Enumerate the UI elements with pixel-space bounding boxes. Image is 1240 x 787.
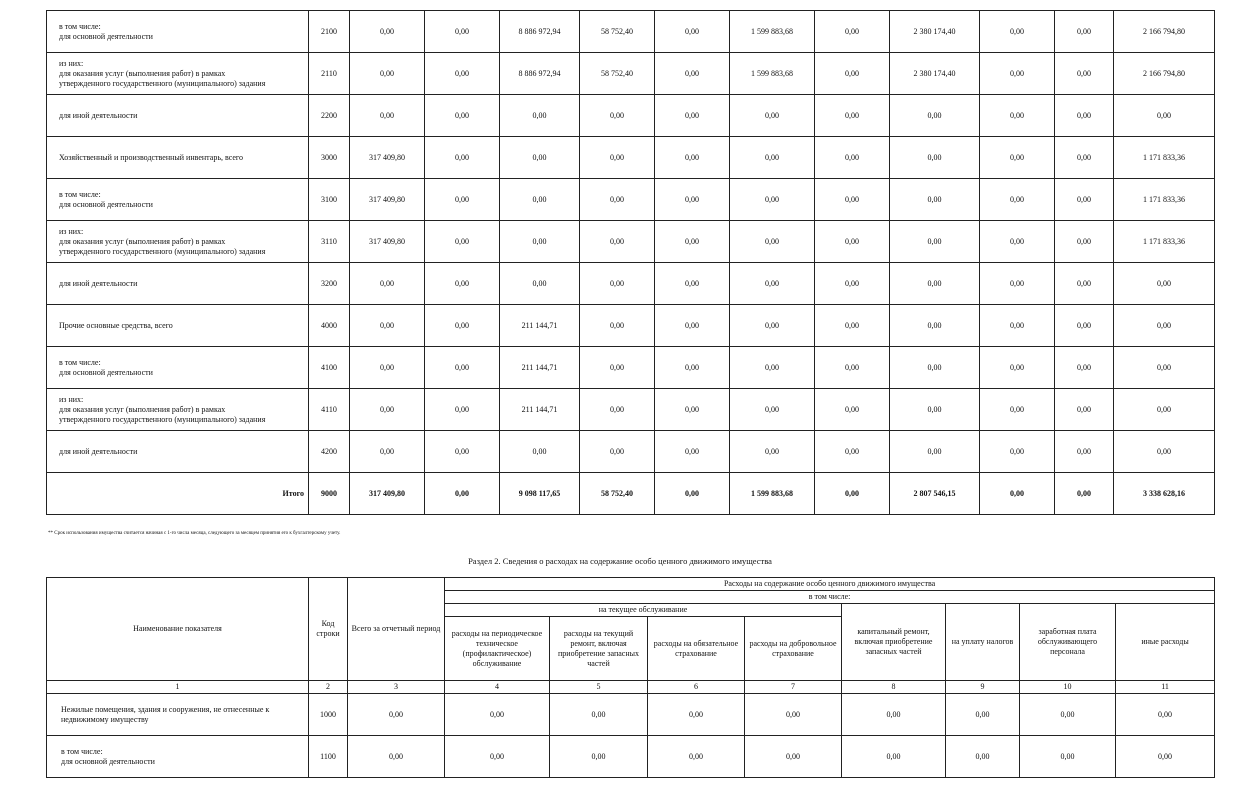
row-value: 0,00	[946, 736, 1020, 778]
row-value: 0,00	[1055, 305, 1114, 347]
column-number: 11	[1116, 681, 1215, 694]
row-name: из них: для оказания услуг (выполнения работ) в рамках утвержденного государственного (муниципального) задания	[47, 53, 309, 95]
total-value: 9 098 117,65	[500, 473, 580, 515]
column-number: 9	[946, 681, 1020, 694]
row-value: 0,00	[655, 263, 730, 305]
table-row	[47, 263, 1215, 305]
total-value: 317 409,80	[350, 473, 425, 515]
row-value: 0,00	[730, 431, 815, 473]
row-value: 317 409,80	[350, 137, 425, 179]
footnote: ** Срок использования имущества считается начиная с 1-го числа месяца, следующего за месяцем принятия его к бухгалтерскому учету.	[48, 531, 341, 536]
row-value: 0,00	[655, 95, 730, 137]
row-name: в том числе: для основной деятельности	[47, 347, 309, 389]
total-value: 1 599 883,68	[730, 473, 815, 515]
row-value: 2 166 794,80	[1114, 11, 1215, 53]
row-value: 0,00	[1055, 137, 1114, 179]
row-value: 0,00	[980, 263, 1055, 305]
row-value: 0,00	[350, 389, 425, 431]
row-value: 0,00	[425, 305, 500, 347]
column-number: 6	[648, 681, 745, 694]
row-value: 8 886 972,94	[500, 11, 580, 53]
row-value: 0,00	[1055, 179, 1114, 221]
total-value: 0,00	[655, 473, 730, 515]
row-value: 0,00	[580, 389, 655, 431]
row-name: в том числе: для основной деятельности	[47, 179, 309, 221]
row-value: 0,00	[1116, 736, 1215, 778]
row-value: 0,00	[350, 347, 425, 389]
row-value: 1 599 883,68	[730, 53, 815, 95]
row-value: 0,00	[425, 431, 500, 473]
column-number: 3	[348, 681, 445, 694]
row-value: 1 171 833,36	[1114, 137, 1215, 179]
total-row	[47, 473, 1215, 515]
row-value: 2 380 174,40	[890, 53, 980, 95]
row-value: 0,00	[1114, 347, 1215, 389]
row-value: 0,00	[648, 736, 745, 778]
row-value: 0,00	[890, 263, 980, 305]
row-value: 58 752,40	[580, 11, 655, 53]
row-value: 0,00	[745, 736, 842, 778]
header-c8: капитальный ремонт, включая приобретение запасных частей	[842, 604, 946, 681]
expenses-table	[46, 577, 1215, 778]
row-value: 0,00	[580, 95, 655, 137]
header-c7: расходы на добровольное страхование	[745, 617, 842, 681]
row-name: в том числе: для основной деятельности	[47, 736, 309, 778]
row-value: 0,00	[350, 263, 425, 305]
row-value: 0,00	[655, 179, 730, 221]
row-value: 0,00	[1055, 11, 1114, 53]
row-value: 0,00	[815, 11, 890, 53]
header-expenses-group: Расходы на содержание особо ценного движимого имущества	[445, 578, 1215, 591]
row-value: 0,00	[500, 431, 580, 473]
row-value: 0,00	[425, 53, 500, 95]
row-value: 0,00	[730, 137, 815, 179]
row-value: 0,00	[425, 179, 500, 221]
row-value: 0,00	[500, 221, 580, 263]
header-total: Всего за отчетный период	[348, 578, 445, 681]
row-value: 0,00	[730, 305, 815, 347]
row-value: 0,00	[350, 95, 425, 137]
row-value: 0,00	[425, 389, 500, 431]
row-value: 0,00	[980, 95, 1055, 137]
column-number: 4	[445, 681, 550, 694]
header-c5: расходы на текущий ремонт, включая приобретение запасных частей	[550, 617, 648, 681]
row-value: 0,00	[550, 736, 648, 778]
row-value: 0,00	[500, 137, 580, 179]
row-value: 0,00	[890, 179, 980, 221]
column-number: 2	[309, 681, 348, 694]
table-row	[47, 431, 1215, 473]
row-value: 0,00	[815, 347, 890, 389]
row-value: 0,00	[730, 221, 815, 263]
row-value: 0,00	[1114, 95, 1215, 137]
row-value: 0,00	[655, 431, 730, 473]
row-value: 0,00	[500, 95, 580, 137]
row-value: 0,00	[425, 263, 500, 305]
row-value: 0,00	[980, 389, 1055, 431]
row-value: 0,00	[1055, 263, 1114, 305]
row-value: 0,00	[890, 95, 980, 137]
header-c9: на уплату налогов	[946, 604, 1020, 681]
section-2-title: Раздел 2. Сведения о расходах на содержание особо ценного движимого имущества	[468, 556, 772, 566]
row-value: 0,00	[815, 221, 890, 263]
row-value: 0,00	[350, 431, 425, 473]
row-code: 3100	[309, 179, 350, 221]
row-value: 0,00	[580, 431, 655, 473]
column-number: 5	[550, 681, 648, 694]
row-value: 1 171 833,36	[1114, 221, 1215, 263]
row-value: 0,00	[1055, 221, 1114, 263]
row-value: 0,00	[350, 11, 425, 53]
header-current-service: на текущее обслуживание	[445, 604, 842, 617]
row-value: 0,00	[580, 137, 655, 179]
property-table	[46, 10, 1215, 515]
row-value: 1 171 833,36	[1114, 179, 1215, 221]
row-value: 0,00	[980, 137, 1055, 179]
row-value: 0,00	[730, 95, 815, 137]
row-code: 2110	[309, 53, 350, 95]
row-value: 0,00	[655, 305, 730, 347]
header-c11: иные расходы	[1116, 604, 1215, 681]
row-value: 317 409,80	[350, 221, 425, 263]
row-value: 0,00	[730, 389, 815, 431]
row-value: 0,00	[445, 736, 550, 778]
row-value: 0,00	[500, 179, 580, 221]
row-value: 0,00	[890, 305, 980, 347]
row-code: 3000	[309, 137, 350, 179]
total-value: 58 752,40	[580, 473, 655, 515]
row-name: для иной деятельности	[47, 431, 309, 473]
row-value: 0,00	[890, 221, 980, 263]
row-value: 0,00	[350, 53, 425, 95]
row-value: 0,00	[842, 736, 946, 778]
row-value: 0,00	[980, 347, 1055, 389]
total-value: 0,00	[1055, 473, 1114, 515]
row-value: 0,00	[1116, 694, 1215, 736]
row-code: 4200	[309, 431, 350, 473]
row-value: 0,00	[425, 137, 500, 179]
row-value: 0,00	[580, 221, 655, 263]
table-row	[47, 11, 1215, 53]
row-value: 0,00	[425, 11, 500, 53]
row-value: 0,00	[815, 179, 890, 221]
row-code: 1100	[309, 736, 348, 778]
column-number: 10	[1020, 681, 1116, 694]
row-value: 0,00	[980, 179, 1055, 221]
row-value: 1 599 883,68	[730, 11, 815, 53]
row-value: 0,00	[425, 221, 500, 263]
header-including: в том числе:	[445, 591, 1215, 604]
table-row	[47, 347, 1215, 389]
row-value: 0,00	[730, 347, 815, 389]
table-row	[47, 137, 1215, 179]
row-value: 0,00	[1020, 694, 1116, 736]
header-c4: расходы на периодическое техническое (профилактическое) обслуживание	[445, 617, 550, 681]
row-value: 0,00	[655, 221, 730, 263]
row-value: 2 166 794,80	[1114, 53, 1215, 95]
row-value: 0,00	[815, 53, 890, 95]
row-value: 0,00	[890, 137, 980, 179]
row-value: 0,00	[1020, 736, 1116, 778]
table-row	[47, 221, 1215, 263]
total-value: 0,00	[815, 473, 890, 515]
table-row	[47, 305, 1215, 347]
row-value: 8 886 972,94	[500, 53, 580, 95]
row-value: 0,00	[815, 95, 890, 137]
total-value: 2 807 546,15	[890, 473, 980, 515]
row-value: 0,00	[1055, 347, 1114, 389]
row-value: 0,00	[1055, 53, 1114, 95]
row-code: 4000	[309, 305, 350, 347]
row-value: 0,00	[730, 179, 815, 221]
row-value: 0,00	[580, 347, 655, 389]
row-code: 3110	[309, 221, 350, 263]
column-number: 1	[47, 681, 309, 694]
row-value: 0,00	[580, 179, 655, 221]
row-value: 0,00	[580, 305, 655, 347]
row-value: 0,00	[730, 263, 815, 305]
row-value: 0,00	[980, 53, 1055, 95]
row-name: Хозяйственный и производственный инвентарь, всего	[47, 137, 309, 179]
table-row	[47, 694, 1215, 736]
row-value: 0,00	[815, 389, 890, 431]
row-value: 0,00	[348, 694, 445, 736]
row-value: 0,00	[1055, 389, 1114, 431]
row-value: 0,00	[580, 263, 655, 305]
row-name: Прочие основные средства, всего	[47, 305, 309, 347]
row-value: 0,00	[1055, 95, 1114, 137]
column-number: 8	[842, 681, 946, 694]
row-value: 211 144,71	[500, 389, 580, 431]
table-row	[47, 389, 1215, 431]
row-value: 0,00	[655, 11, 730, 53]
row-value: 58 752,40	[580, 53, 655, 95]
header-code: Код строки	[309, 578, 348, 681]
total-value: 0,00	[980, 473, 1055, 515]
row-value: 0,00	[655, 389, 730, 431]
row-value: 0,00	[842, 694, 946, 736]
row-name: Нежилые помещения, здания и сооружения, не отнесенные к недвижимому имуществу	[47, 694, 309, 736]
row-value: 0,00	[745, 694, 842, 736]
total-value: 0,00	[425, 473, 500, 515]
header-name: Наименование показателя	[47, 578, 309, 681]
row-value: 211 144,71	[500, 305, 580, 347]
row-name: из них: для оказания услуг (выполнения работ) в рамках утвержденного государственного (муниципального) задания	[47, 221, 309, 263]
row-value: 0,00	[980, 431, 1055, 473]
row-name: в том числе: для основной деятельности	[47, 11, 309, 53]
row-code: 4100	[309, 347, 350, 389]
total-label: Итого	[47, 473, 309, 515]
header-c10: заработная плата обслуживающего персонала	[1020, 604, 1116, 681]
row-value: 317 409,80	[350, 179, 425, 221]
row-code: 2200	[309, 95, 350, 137]
row-value: 0,00	[348, 736, 445, 778]
row-name: из них: для оказания услуг (выполнения работ) в рамках утвержденного государственного (муниципального) задания	[47, 389, 309, 431]
row-value: 0,00	[815, 305, 890, 347]
row-value: 0,00	[425, 95, 500, 137]
total-value: 3 338 628,16	[1114, 473, 1215, 515]
row-value: 0,00	[425, 347, 500, 389]
row-value: 0,00	[1114, 305, 1215, 347]
row-value: 2 380 174,40	[890, 11, 980, 53]
row-value: 0,00	[946, 694, 1020, 736]
row-value: 0,00	[980, 305, 1055, 347]
table-row	[47, 736, 1215, 778]
row-code: 4110	[309, 389, 350, 431]
row-value: 0,00	[550, 694, 648, 736]
row-code: 3200	[309, 263, 350, 305]
row-value: 0,00	[1055, 431, 1114, 473]
row-value: 0,00	[648, 694, 745, 736]
table-row	[47, 95, 1215, 137]
table-row	[47, 53, 1215, 95]
row-value: 0,00	[1114, 389, 1215, 431]
row-value: 0,00	[655, 347, 730, 389]
total-code: 9000	[309, 473, 350, 515]
row-value: 0,00	[890, 347, 980, 389]
row-value: 211 144,71	[500, 347, 580, 389]
column-number: 7	[745, 681, 842, 694]
row-value: 0,00	[890, 431, 980, 473]
row-code: 2100	[309, 11, 350, 53]
row-value: 0,00	[890, 389, 980, 431]
header-c6: расходы на обязательное страхование	[648, 617, 745, 681]
row-value: 0,00	[1114, 263, 1215, 305]
row-value: 0,00	[1114, 431, 1215, 473]
row-value: 0,00	[980, 221, 1055, 263]
row-value: 0,00	[815, 137, 890, 179]
table-row	[47, 179, 1215, 221]
row-value: 0,00	[655, 53, 730, 95]
row-name: для иной деятельности	[47, 95, 309, 137]
row-value: 0,00	[500, 263, 580, 305]
row-value: 0,00	[815, 263, 890, 305]
row-value: 0,00	[655, 137, 730, 179]
row-name: для иной деятельности	[47, 263, 309, 305]
row-value: 0,00	[445, 694, 550, 736]
row-value: 0,00	[350, 305, 425, 347]
row-code: 1000	[309, 694, 348, 736]
row-value: 0,00	[980, 11, 1055, 53]
row-value: 0,00	[815, 431, 890, 473]
